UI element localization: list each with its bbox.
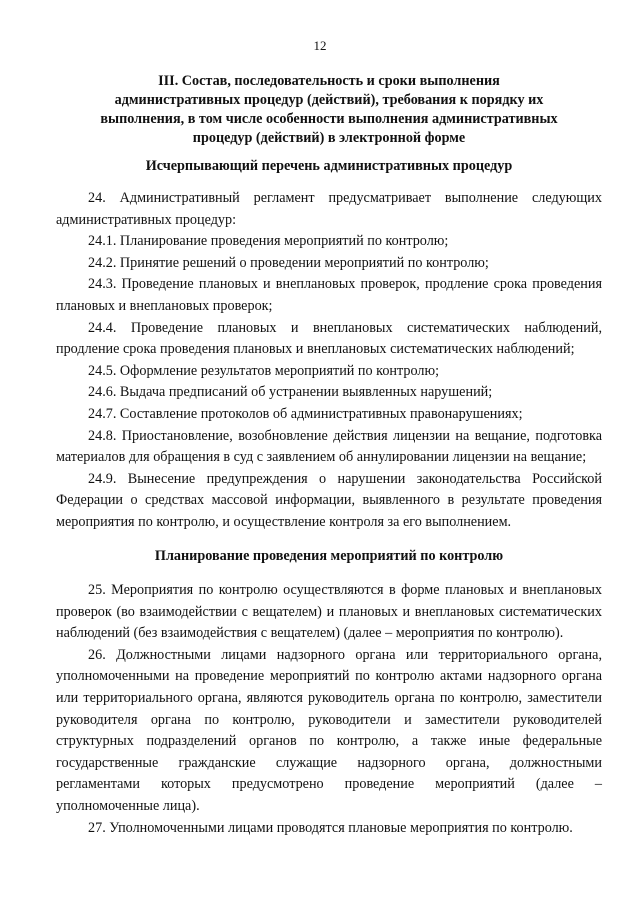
paragraph: 27. Уполномоченными лицами проводятся плановые мероприятия по контролю. — [88, 819, 573, 836]
list-item: 24.7. Составление протоколов об административных правонарушениях; — [88, 405, 523, 422]
procedures-list — [56, 188, 602, 534]
section-title-line: выполнения, в том числе особенности выполнения административных — [100, 111, 558, 127]
section-title-line: процедур (действий) в электронной форме — [192, 130, 466, 146]
planning-section — [56, 580, 602, 839]
section-title-line: административных процедур (действий), требования к порядку их — [114, 92, 544, 108]
subheading-planning: Планирование проведения мероприятий по контролю — [154, 548, 504, 564]
list-item: 24.9. Вынесение предупреждения о нарушении законодательства Российской Федерации о средствах массовой информации, выявленного в результате проведения мероприятия по контролю, и осуществление контроля за его выполнением. — [56, 470, 602, 530]
section-title-line: III. Состав, последовательность и сроки выполнения — [158, 73, 500, 89]
paragraph: 24. Административный регламент предусматривает выполнение следующих административных процедур: — [56, 190, 602, 228]
paragraph: 25. Мероприятия по контролю осуществляются в форме плановых и внеплановых проверок (во взаимодействии с вещателем) и плановых и внеплановых систематических наблюдений (без взаимодействия с вещателем) (далее – мероприятия по контролю). — [56, 582, 602, 642]
list-item: 24.8. Приостановление, возобновление действия лицензии на вещание, подготовка материалов для обращения в суд с заявлением об аннулировании лицензии на вещание; — [56, 427, 602, 466]
list-item: 24.3. Проведение плановых и внеплановых проверок, продление срока проведения плановых и внеплановых проверок; — [56, 276, 602, 314]
list-item: 24.4. Проведение плановых и внеплановых систематических наблюдений, продление срока проведения плановых и внеплановых систематических наблюдений; — [56, 319, 602, 358]
list-item: 24.1. Планирование проведения мероприятий по контролю; — [88, 233, 449, 250]
list-item: 24.2. Принятие решений о проведении мероприятий по контролю; — [88, 254, 489, 271]
list-item: 24.5. Оформление результатов мероприятий по контролю; — [88, 362, 440, 379]
subheading-procedures-list: Исчерпывающий перечень административных процедур — [145, 158, 513, 174]
section-title — [56, 72, 602, 148]
page-number: 12 — [313, 38, 327, 53]
list-item: 24.6. Выдача предписаний об устранении выявленных нарушений; — [88, 384, 493, 401]
paragraph: 26. Должностными лицами надзорного органа или территориального органа, уполномоченными на проведение мероприятий по контролю актами надзорного органа или территориального органа, являются руководитель органа по контролю, заместители руководителя органа по контролю, руководители и заместители руководителей структурных подразделений органов по контролю, а также иные федеральные государственные гражданские служащие надзорного органа, должностными регламентами которых предусмотрено проведение мероприятий (далее – уполномоченные лица). — [56, 646, 602, 814]
